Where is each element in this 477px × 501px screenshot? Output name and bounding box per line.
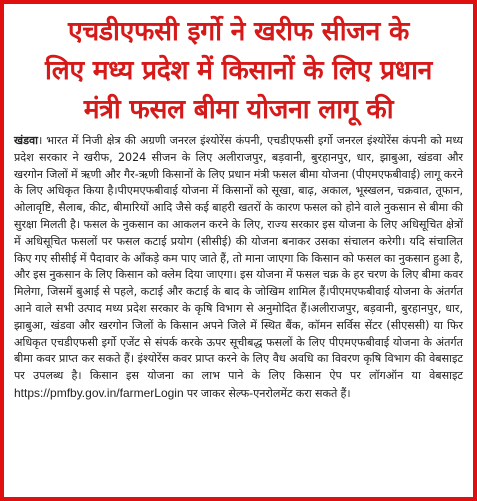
headline-line-1: एचडीएफसी इर्गो ने खरीफ सीजन के xyxy=(67,16,410,47)
headline-line-2: लिए मध्य प्रदेश में किसानों के लिए प्रधान xyxy=(44,55,433,86)
body-text: । भारत में निजी क्षेत्र की अग्रणी जनरल इंश्योरेंस कंपनी, एचडीएफसी इर्गो जनरल इंश्योरेंस कंपनी को मध्य प्रदेश सरकार ने खरीफ, 2024 सीजन के लिए अलीराजपुर, बड़वानी, बुरहानपुर, धार, झाबुआ, खंडवा और खरगोन जिलों में ऋणी और गैर-ऋणी किसानों के लिए प्रधान मंत्री फसल बीमा योजना (पीएमएफबीवाई) लागू करने के लिए अधिकृत किया है।पीएमएफबीवाई योजना में किसानों को सूखा, बाढ़, अकाल, भूस्खलन, चक्रवात, तूफान, ओलावृष्टि, सैलाब, कीट, बीमारियों आदि जैसे कई बाहरी खतरों के कारण फसल को होने वाले नुकसान से बीमा की सुरक्षा मिलती है। फसल के नुकसान का आकलन करने के लिए, राज्य सरकार इस योजना के लिए अधिसूचित क्षेत्रों में अधिसूचित फसलों पर फसल कटाई प्रयोग (सीसीई) की योजना बनाकर उसका संचालन करेगी। यदि संचालित किए गए सीसीई में पैदावार के आँकड़े कम पाए जाते हैं, तो माना जाएगा कि किसान को फसल का नुकसान हुआ है, और इस नुकसान के लिए किसान को क्लेम दिया जाएगा। इस योजना में फसल चक्र के हर चरण के लिए बीमा कवर मिलेगा, जिसमें बुआई से पहले, कटाई और कटाई के बाद के जोखिम शामिल हैं।पीएमएफबीवाई योजना के अंतर्गत आने वाले सभी उत्पाद मध्य प्रदेश सरकार के कृषि विभाग से अनुमोदित हैं।अलीराजपुर, बड़वानी, बुरहानपुर, धार, झाबुआ, खंडवा और खरगोन जिलों के किसान अपने जिले में स्थित बैंक, कॉमन सर्विस सेंटर (सीएससी) या फिर अधिकृत एचडीएफसी इर्गो एजेंट से संपर्क करके ऊपर सूचीबद्ध फसलों के लिए पीएमएफबीवाई योजना के अंतर्गत बीमा कवर प्राप्त कर सकते हैं। इंश्योरेंस कवर प्राप्त करने के लिए वैध अवधि का विवरण कृषि विभाग की वेबसाइट पर उपलब्ध है। किसान इस योजना का लाभ पाने के लिए किसान ऐप पर लॉगऑन या वेबसाइट xyxy=(14,134,463,383)
closing-text: पर जाकर सेल्फ-एनरोलमेंट करा सकते हैं। xyxy=(183,386,351,400)
dateline: खंडवा xyxy=(14,134,39,147)
headline-line-3: मंत्री फसल बीमा योजना लागू की xyxy=(83,94,394,125)
article-headline xyxy=(14,12,463,129)
article-body xyxy=(14,133,463,403)
website-url: https://pmfby.gov.in/farmerLogin xyxy=(14,385,184,400)
